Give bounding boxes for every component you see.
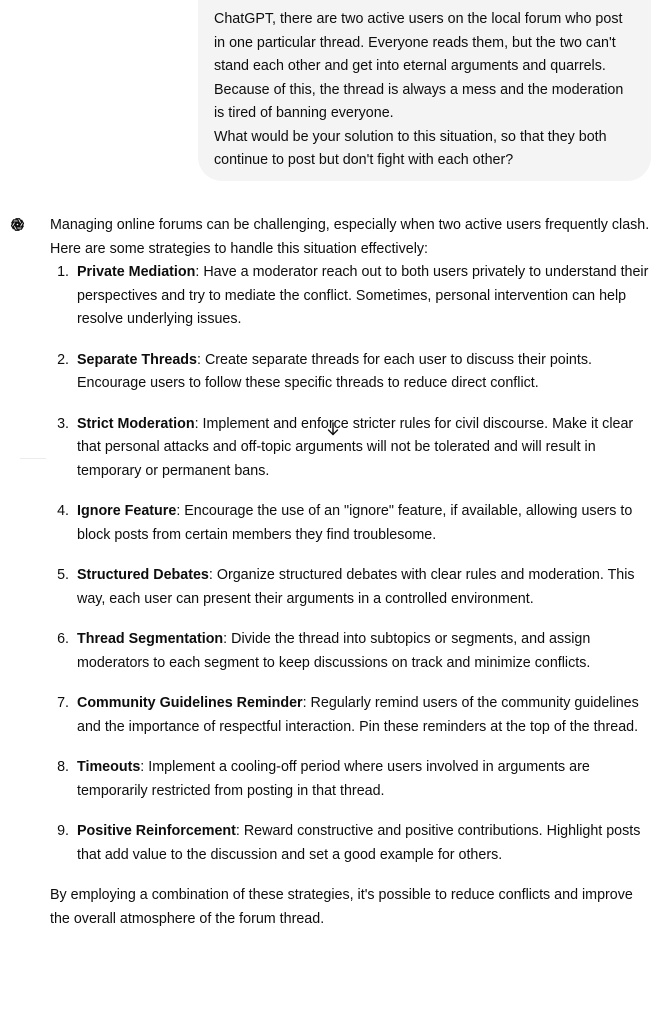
list-item-text: : Have a moderator reach out to both users privately to understand their perspectives and try to mediate the conflict. Sometimes, personal intervention can help resolve underlying issues. — [77, 264, 649, 327]
list-item-number: 8. — [57, 759, 69, 775]
list-item-text: : Encourage the use of an "ignore" feature, if available, allowing users to block posts from certain members they find troublesome. — [77, 503, 633, 543]
list-item-text: : Reward constructive and positive contributions. Highlight posts that add value to the discussion and set a good example for others. — [77, 823, 641, 863]
list-item-title: Thread Segmentation — [77, 631, 224, 647]
list-item-number: 9. — [57, 823, 69, 839]
arrow-down-icon — [327, 422, 339, 436]
list-item-number: 3. — [57, 415, 69, 432]
list-item — [50, 820, 656, 867]
list-item-text: : Create separate threads for each user to discuss their points. Encourage users to follow these specific threads to reduce direct conflict. — [77, 351, 592, 391]
list-item-title: Strict Moderation — [77, 415, 195, 432]
list-item-title: Community Guidelines Reminder — [77, 695, 303, 711]
list-item-number: 7. — [57, 695, 69, 711]
list-item-title: Positive Reinforcement — [77, 823, 236, 839]
list-item-text: : Divide the thread into subtopics or segments, and assign moderators to each segment to keep discussions on track and minimize conflicts. — [77, 631, 591, 671]
list-item-text: : Organize structured debates with clear rules and moderation. This way, each user can present their arguments in a controlled environment. — [77, 567, 635, 607]
list-item — [50, 349, 656, 396]
assistant-conclusion: By employing a combination of these strategies, it's possible to reduce conflicts and improve the overall atmosphere of the forum thread. — [50, 887, 633, 927]
list-item-title: Separate Threads — [77, 351, 197, 368]
strategy-list — [50, 261, 656, 867]
list-item — [50, 692, 656, 739]
scroll-to-bottom-button[interactable] — [326, 421, 340, 437]
list-item — [50, 756, 656, 803]
list-item-number: 2. — [57, 351, 69, 368]
openai-logo-icon — [8, 215, 27, 234]
assistant-message — [50, 214, 656, 931]
list-item-number: 4. — [57, 503, 69, 519]
list-item-title: Private Mediation — [77, 264, 196, 280]
list-item — [50, 413, 656, 484]
list-item-number: 1. — [57, 264, 69, 280]
user-message-bubble — [198, 0, 651, 181]
list-item-text: : Implement and enforce stricter rules for civil discourse. Make it clear that personal attacks and off-topic arguments will not be tolerated and will result in temporary or permanent bans. — [77, 415, 634, 479]
list-item-text: : Regularly remind users of the community guidelines and the importance of respectful interaction. Pin these reminders at the top of the thread. — [77, 695, 639, 735]
list-item-title: Ignore Feature — [77, 503, 177, 519]
list-item — [50, 261, 656, 332]
list-item — [50, 628, 656, 675]
list-item-number: 6. — [57, 631, 69, 647]
assistant-intro: Managing online forums can be challenging, especially when two active users frequently clash. Here are some strategies to handle this situation effectively: — [50, 217, 650, 257]
list-item — [50, 500, 656, 547]
divider — [20, 458, 46, 459]
list-item-title: Timeouts — [77, 759, 141, 775]
list-item-title: Structured Debates — [77, 567, 209, 583]
user-message-text: ChatGPT, there are two active users on the local forum who post in one particular thread. Everyone reads them, but the two can't stand each other and get into eternal arguments and quarrels. Because of this, the thread is always a mess and the moderation is tired of banning everyone. What would be your solution to this situation, so that they both continue to post but don't fight with each other? — [214, 11, 624, 168]
list-item-number: 5. — [57, 567, 69, 583]
list-item-text: : Implement a cooling-off period where users involved in arguments are temporarily restricted from posting in that thread. — [77, 759, 590, 799]
list-item — [50, 564, 656, 611]
assistant-avatar — [5, 212, 29, 236]
